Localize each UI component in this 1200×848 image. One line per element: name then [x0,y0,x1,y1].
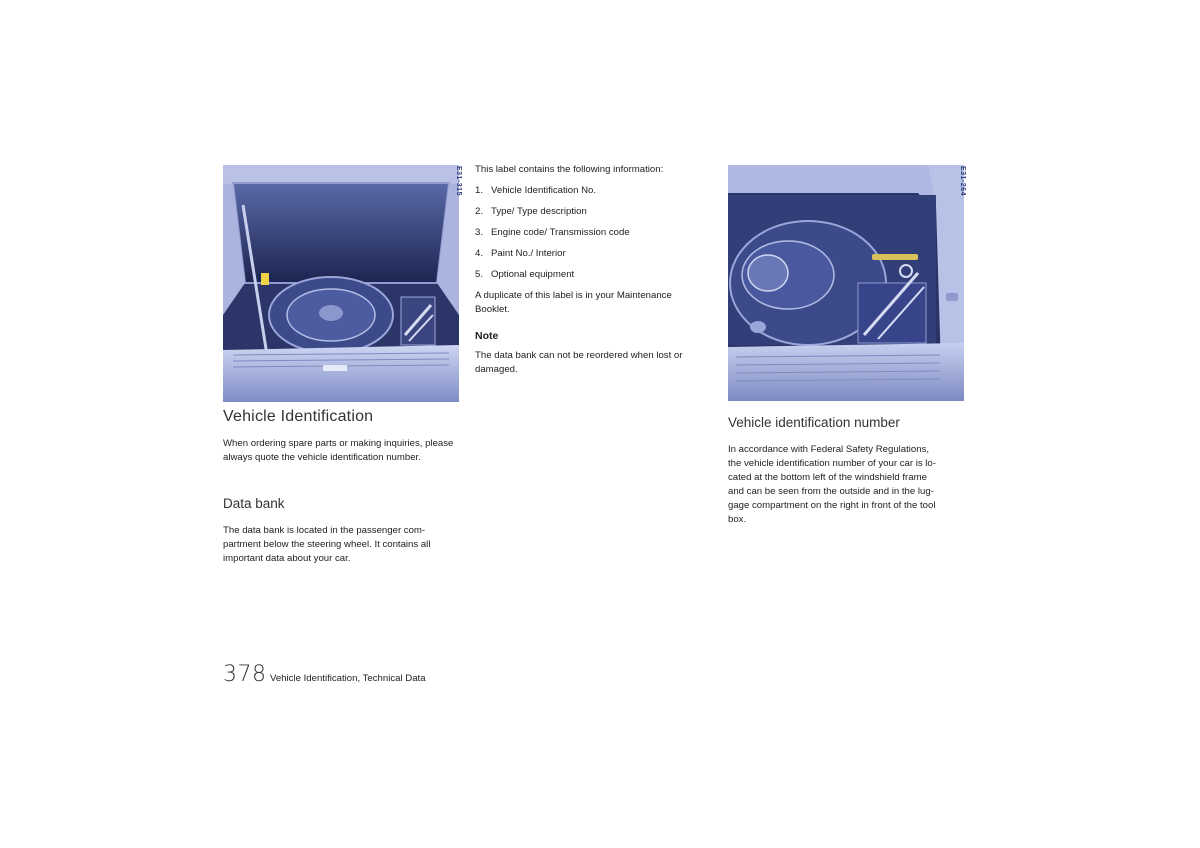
subheading-data-bank: Data bank [223,496,285,511]
luggage-compartment-illustration-right [728,165,964,401]
luggage-compartment-illustration-left [223,165,459,402]
footer-section-title: Vehicle Identification, Technical Data [270,673,426,684]
list-item: 5. Optional equipment [475,269,575,280]
figure-code-left: E31-315 [455,166,462,196]
vin-body [728,443,972,527]
vin-line: the vehicle identification number of your car is lo- [728,458,936,469]
data-bank-line: partment below the steering wheel. It contains all [223,539,431,550]
vin-line: gage compartment on the right in front of the tool [728,500,936,511]
note-text: The data bank can not be reordered when lost or damaged. [475,350,683,375]
duplicate-label-note: A duplicate of this label is in your Maintenance Booklet. [475,290,672,315]
page-number: 378 [223,662,267,687]
label-info-list [475,184,715,282]
section-heading-vehicle-identification: Vehicle Identification [223,408,374,425]
label-info-column [475,163,715,377]
list-item: 1. Vehicle Identification No. [475,185,597,196]
list-item: 2. Type/ Type description [475,206,587,217]
figure-code-right: E31-264 [959,166,966,196]
vin-line: and can be seen from the outside and in the lug- [728,486,934,497]
list-item: 4. Paint No./ Interior [475,248,566,259]
list-item: 3. Engine code/ Transmission code [475,227,630,238]
note-heading: Note [475,330,499,342]
data-bank-body [223,524,463,566]
label-info-intro: This label contains the following information: [475,164,664,175]
vehicle-identification-intro: When ordering spare parts or making inquiries, please always quote the vehicle identification number. [223,438,454,463]
data-bank-line: important data about your car. [223,553,351,564]
section-heading-vin: Vehicle identification number [728,415,900,430]
vin-line: cated at the bottom left of the windshield frame [728,472,927,483]
vin-line: box. [728,514,747,525]
vin-line: In accordance with Federal Safety Regulations, [728,444,930,455]
data-bank-line: The data bank is located in the passenger com- [223,525,426,536]
